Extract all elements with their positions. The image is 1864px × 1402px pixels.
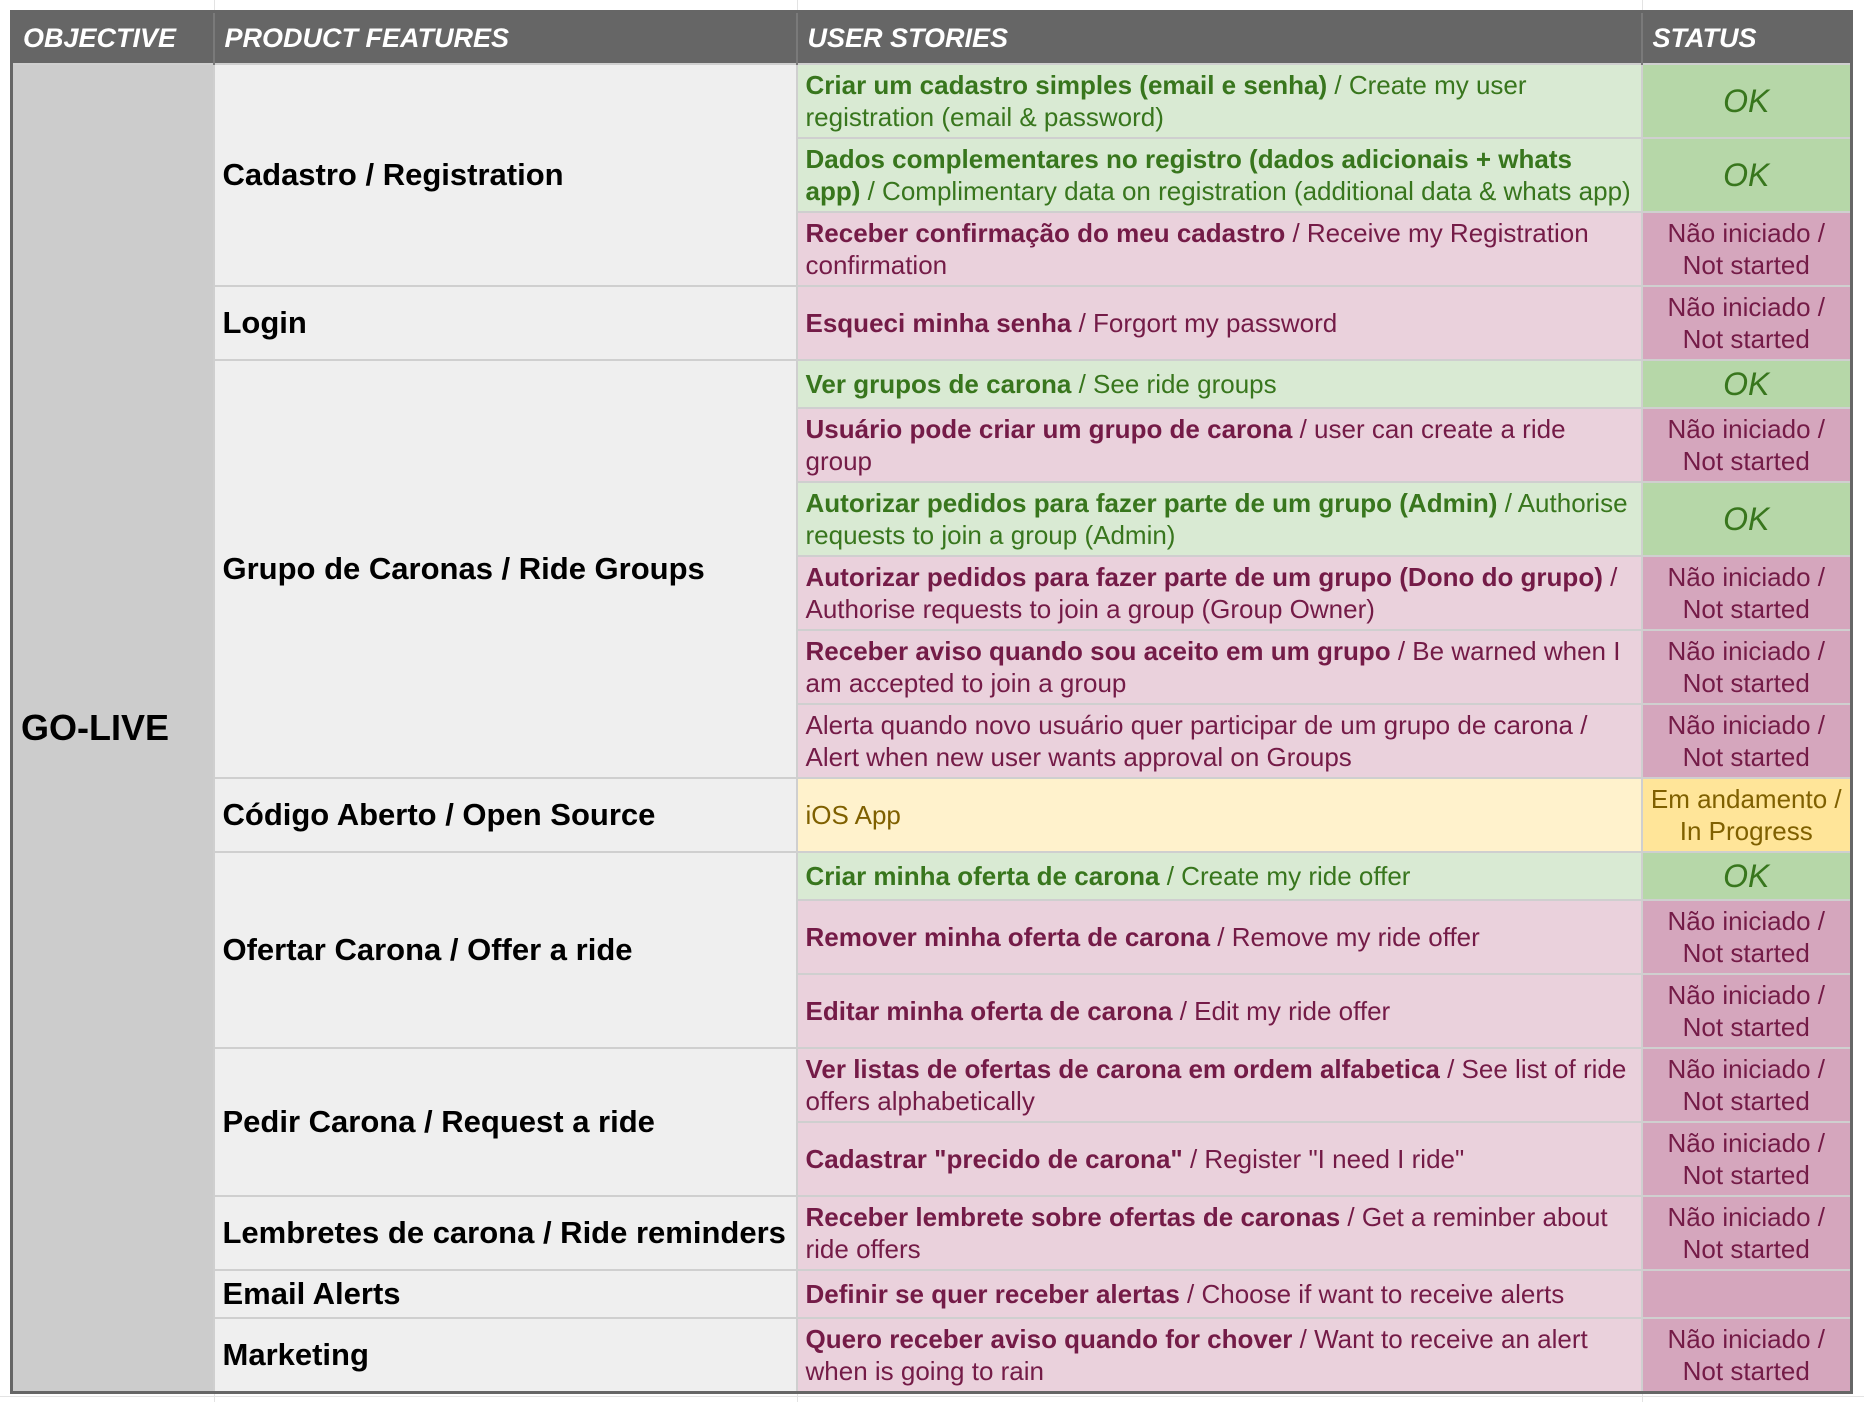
story-cell[interactable] bbox=[797, 286, 1642, 360]
story-translation: / Register "I need I ride" bbox=[1182, 1144, 1465, 1174]
status-cell[interactable]: Não iniciado / Not started bbox=[1642, 974, 1852, 1048]
story-translation: iOS App bbox=[805, 800, 901, 830]
story-cell[interactable] bbox=[797, 556, 1642, 630]
story-translation: / See list of ride offers alphabetically bbox=[805, 1054, 1627, 1116]
status-cell[interactable]: Não iniciado / Not started bbox=[1642, 212, 1852, 286]
story-title: Remover minha oferta de carona bbox=[805, 922, 1211, 952]
feature-cell[interactable]: Grupo de Caronas / Ride Groups bbox=[214, 360, 797, 778]
story-translation: / Edit my ride offer bbox=[1172, 996, 1391, 1026]
status-cell[interactable]: Não iniciado / Not started bbox=[1642, 408, 1852, 482]
story-cell[interactable] bbox=[797, 900, 1642, 974]
story-title: Editar minha oferta de carona bbox=[805, 996, 1173, 1026]
story-cell[interactable] bbox=[797, 212, 1642, 286]
story-translation: / Receive my Registration confirmation bbox=[805, 218, 1589, 280]
story-translation: / Forgort my password bbox=[1071, 308, 1338, 338]
table-row bbox=[12, 64, 1852, 138]
status-cell[interactable]: Não iniciado / Not started bbox=[1642, 704, 1852, 778]
story-title: Receber confirmação do meu cadastro bbox=[805, 218, 1286, 248]
status-cell[interactable]: OK bbox=[1642, 64, 1852, 138]
story-translation: / Be warned when I am accepted to join a group bbox=[805, 636, 1621, 698]
story-title: Definir se quer receber alertas bbox=[805, 1279, 1180, 1309]
story-title: Ver grupos de carona bbox=[805, 369, 1072, 399]
story-translation: / Create my ride offer bbox=[1159, 861, 1411, 891]
feature-cell[interactable]: Pedir Carona / Request a ride bbox=[214, 1048, 797, 1196]
feature-cell[interactable]: Marketing bbox=[214, 1318, 797, 1392]
header-row bbox=[12, 12, 1852, 65]
story-title: Autorizar pedidos para fazer parte de um grupo (Dono do grupo) bbox=[805, 562, 1603, 592]
status-cell[interactable]: OK bbox=[1642, 360, 1852, 408]
story-translation: / Authorise requests to join a group (Admin) bbox=[805, 488, 1628, 550]
story-cell[interactable] bbox=[797, 1048, 1642, 1122]
story-title: Criar um cadastro simples (email e senha) bbox=[805, 70, 1328, 100]
status-cell[interactable]: Não iniciado / Not started bbox=[1642, 1318, 1852, 1392]
feature-cell[interactable]: Lembretes de carona / Ride reminders bbox=[214, 1196, 797, 1270]
story-cell[interactable] bbox=[797, 778, 1642, 852]
story-title: Dados complementares no registro (dados adicionais + whats app) bbox=[805, 144, 1572, 206]
status-cell[interactable]: Não iniciado / Not started bbox=[1642, 286, 1852, 360]
feature-cell[interactable]: Cadastro / Registration bbox=[214, 64, 797, 286]
status-cell[interactable]: OK bbox=[1642, 482, 1852, 556]
story-cell[interactable] bbox=[797, 704, 1642, 778]
table-row bbox=[12, 778, 1852, 852]
status-cell[interactable]: Não iniciado / Not started bbox=[1642, 1196, 1852, 1270]
story-cell[interactable] bbox=[797, 482, 1642, 556]
story-title: Esqueci minha senha bbox=[805, 308, 1072, 338]
header-objective[interactable]: OBJECTIVE bbox=[12, 12, 214, 65]
story-cell[interactable] bbox=[797, 360, 1642, 408]
story-translation: / user can create a ride group bbox=[805, 414, 1566, 476]
feature-cell[interactable]: Login bbox=[214, 286, 797, 360]
status-cell[interactable]: Não iniciado / Not started bbox=[1642, 1048, 1852, 1122]
table-row bbox=[12, 1270, 1852, 1318]
header-user-stories[interactable]: USER STORIES bbox=[797, 12, 1642, 65]
story-translation: / See ride groups bbox=[1071, 369, 1277, 399]
story-cell[interactable] bbox=[797, 1196, 1642, 1270]
story-translation: / Choose if want to receive alerts bbox=[1179, 1279, 1565, 1309]
status-cell[interactable] bbox=[1642, 1270, 1852, 1318]
story-cell[interactable] bbox=[797, 974, 1642, 1048]
story-translation: / Authorise requests to join a group (Group Owner) bbox=[805, 562, 1618, 624]
story-translation: / Get a reminber about ride offers bbox=[805, 1202, 1608, 1264]
story-translation: / Complimentary data on registration (additional data & whats app) bbox=[860, 176, 1631, 206]
header-status[interactable]: STATUS bbox=[1642, 12, 1852, 65]
story-cell[interactable] bbox=[797, 630, 1642, 704]
status-cell[interactable]: Em andamento / In Progress bbox=[1642, 778, 1852, 852]
user-stories-table bbox=[10, 10, 1853, 1394]
status-cell[interactable]: Não iniciado / Not started bbox=[1642, 556, 1852, 630]
table-row bbox=[12, 1048, 1852, 1122]
story-cell[interactable] bbox=[797, 64, 1642, 138]
story-title: Autorizar pedidos para fazer parte de um grupo (Admin) bbox=[805, 488, 1498, 518]
story-cell[interactable] bbox=[797, 1318, 1642, 1392]
story-cell[interactable] bbox=[797, 138, 1642, 212]
story-translation: / Remove my ride offer bbox=[1210, 922, 1480, 952]
story-title: Receber aviso quando sou aceito em um grupo bbox=[805, 636, 1391, 666]
story-title: Usuário pode criar um grupo de carona bbox=[805, 414, 1293, 444]
story-translation: / Create my user registration (email & password) bbox=[805, 70, 1527, 132]
status-cell[interactable]: Não iniciado / Not started bbox=[1642, 900, 1852, 974]
status-cell[interactable]: OK bbox=[1642, 852, 1852, 900]
table-row bbox=[12, 360, 1852, 408]
story-translation: / Want to receive an alert when is going to rain bbox=[805, 1323, 1588, 1386]
table-row bbox=[12, 852, 1852, 900]
table-row bbox=[12, 286, 1852, 360]
table-row bbox=[12, 1196, 1852, 1270]
story-title: Ver listas de ofertas de carona em ordem alfabetica bbox=[805, 1054, 1440, 1084]
status-cell[interactable]: Não iniciado / Not started bbox=[1642, 630, 1852, 704]
table-row bbox=[12, 1318, 1852, 1392]
story-translation: Alerta quando novo usuário quer participar de um grupo de carona / Alert when new user wants approval on Groups bbox=[805, 710, 1588, 772]
header-product-features[interactable]: PRODUCT FEATURES bbox=[214, 12, 797, 65]
objective-cell[interactable]: GO-LIVE bbox=[12, 64, 214, 1392]
story-cell[interactable] bbox=[797, 408, 1642, 482]
story-cell[interactable] bbox=[797, 1122, 1642, 1196]
story-title: Quero receber aviso quando for chover bbox=[805, 1323, 1293, 1354]
story-title: Cadastrar "precido de carona" bbox=[805, 1144, 1183, 1174]
story-title: Criar minha oferta de carona bbox=[805, 861, 1160, 891]
status-cell[interactable]: Não iniciado / Not started bbox=[1642, 1122, 1852, 1196]
feature-cell[interactable]: Código Aberto / Open Source bbox=[214, 778, 797, 852]
feature-cell[interactable]: Email Alerts bbox=[214, 1270, 797, 1318]
story-cell[interactable] bbox=[797, 852, 1642, 900]
status-cell[interactable]: OK bbox=[1642, 138, 1852, 212]
feature-cell[interactable]: Ofertar Carona / Offer a ride bbox=[214, 852, 797, 1048]
story-cell[interactable] bbox=[797, 1270, 1642, 1318]
story-title: Receber lembrete sobre ofertas de caronas bbox=[805, 1202, 1341, 1232]
